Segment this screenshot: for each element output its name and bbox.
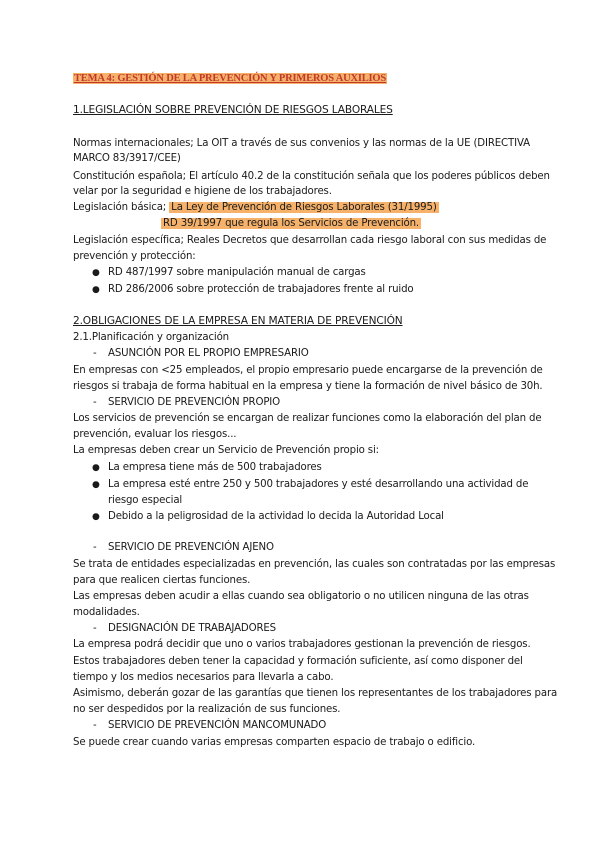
paragraph-line: prevención y protección: xyxy=(73,251,196,262)
basic-legislation-label: Legislación básica; xyxy=(73,202,170,213)
dash-marker: - xyxy=(93,623,97,634)
paragraph-line: Estos trabajadores deben tener la capacidad y formación suficiente, así como disponer del xyxy=(73,656,523,667)
section-heading-legislation: 1.LEGISLACIÓN SOBRE PREVENCIÓN DE RIESGOS LABORALES xyxy=(73,104,393,116)
paragraph-line: prevención, evaluar los riesgos... xyxy=(73,429,237,440)
list-item: RD 286/2006 sobre protección de trabajadores frente al ruido xyxy=(108,284,414,295)
paragraph-line: modalidades. xyxy=(73,607,140,618)
highlight-rd-39-1997: RD 39/1997 que regula los Servicios de Prevención. xyxy=(163,218,420,229)
modality-heading: SERVICIO DE PREVENCIÓN PROPIO xyxy=(108,397,281,408)
bullet-icon: ● xyxy=(92,268,100,278)
list-item-continuation: riesgo especial xyxy=(108,495,183,506)
paragraph-line: Se puede crear cuando varias empresas comparten espacio de trabajo o edificio. xyxy=(73,737,476,748)
paragraph-line: MARCO 83/3917/CEE) xyxy=(73,153,181,164)
bullet-icon: ● xyxy=(92,480,100,490)
paragraph-line: Constitución española; El artículo 40.2 de la constitución señala que los poderes públicos deben xyxy=(73,171,550,182)
paragraph-line: Legislación específica; Reales Decretos que desarrollan cada riesgo laboral con sus medidas de xyxy=(73,235,547,246)
bullet-icon: ● xyxy=(92,285,100,295)
highlight-law-31-1995: La Ley de Prevención de Riesgos Laborales (31/1995) xyxy=(171,202,437,213)
paragraph-line: Se trata de entidades especializadas en prevención, las cuales son contratadas por las empresas xyxy=(73,559,556,570)
basic-legislation-line xyxy=(73,201,439,215)
paragraph-line: riesgos si trabaja de forma habitual en la empresa y tiene la formación de nivel básico de 30h. xyxy=(73,381,543,392)
paragraph-line: En empresas con <25 empleados, el propio empresario puede encargarse de la prevención de xyxy=(73,365,543,376)
modality-heading: SERVICIO DE PREVENCIÓN MANCOMUNADO xyxy=(108,720,327,731)
paragraph-line: Asimismo, deberán gozar de las garantías que tienen los representantes de los trabajadores para xyxy=(73,688,558,699)
modality-heading: SERVICIO DE PREVENCIÓN AJENO xyxy=(108,542,274,553)
list-item: La empresa esté entre 250 y 500 trabajadores y esté desarrollando una actividad de xyxy=(108,479,529,490)
modality-heading: ASUNCIÓN POR EL PROPIO EMPRESARIO xyxy=(108,348,309,359)
subsection-heading: 2.1.Planificación y organización xyxy=(73,332,229,343)
paragraph-line: Normas internacionales; La OIT a través de sus convenios y las normas de la UE (DIRECTIVA xyxy=(73,138,530,149)
list-item: La empresa tiene más de 500 trabajadores xyxy=(108,462,322,473)
modality-heading: DESIGNACIÓN DE TRABAJADORES xyxy=(108,623,276,634)
paragraph-line: Las empresas deben acudir a ellas cuando sea obligatorio o no utilicen ninguna de las otras xyxy=(73,591,529,602)
paragraph-line: La empresas deben crear un Servicio de Prevención propio si: xyxy=(73,445,379,456)
dash-marker: - xyxy=(93,542,97,553)
dash-marker: - xyxy=(93,397,97,408)
paragraph-line: La empresa podrá decidir que uno o varios trabajadores gestionan la prevención de riesgos. xyxy=(73,639,531,650)
paragraph-line: no ser despedidos por la realización de sus funciones. xyxy=(73,704,341,715)
list-item: RD 487/1997 sobre manipulación manual de cargas xyxy=(108,267,366,278)
paragraph-line: para que realicen ciertas funciones. xyxy=(73,575,251,586)
dash-marker: - xyxy=(93,348,97,359)
bullet-icon: ● xyxy=(92,463,100,473)
dash-marker: - xyxy=(93,720,97,731)
paragraph-line: Los servicios de prevención se encargan de realizar funciones como la elaboración del plan de xyxy=(73,413,542,424)
bullet-icon: ● xyxy=(92,512,100,522)
paragraph-line: tiempo y los medios necesarios para llevarla a cabo. xyxy=(73,672,334,683)
section-heading-obligations: 2.OBLIGACIONES DE LA EMPRESA EN MATERIA DE PREVENCIÓN xyxy=(73,315,403,327)
list-item: Debido a la peligrosidad de la actividad lo decida la Autoridad Local xyxy=(108,511,444,522)
basic-legislation-line-2 xyxy=(161,217,421,231)
page-title: TEMA 4: GESTIÓN DE LA PREVENCIÓN Y PRIMEROS AUXILIOS xyxy=(74,73,387,84)
paragraph-line: velar por la seguridad e higiene de los trabajadores. xyxy=(73,186,332,197)
